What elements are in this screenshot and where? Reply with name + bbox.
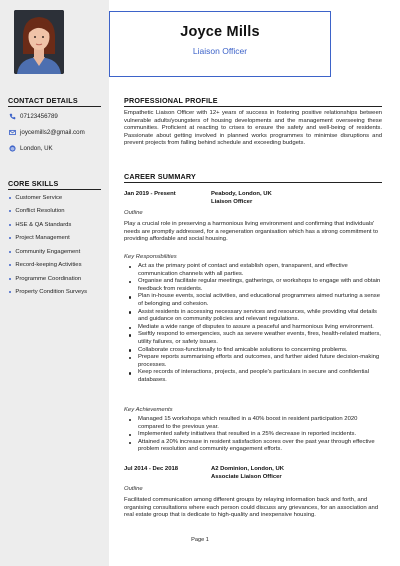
candidate-job-title: Liaison Officer: [192, 46, 248, 56]
profile-heading: PROFESSIONAL PROFILE: [124, 96, 218, 105]
career-heading: CAREER SUMMARY: [124, 172, 197, 181]
skill-item: Customer Service: [9, 195, 62, 201]
list-item: Implemented safety initiatives that resulted in a 25% decrease in reported incidents.: [124, 431, 382, 439]
job-dates: Jan 2019 - Present: [124, 191, 176, 197]
profile-divider: [124, 106, 382, 107]
list-item: Plan in-house events, social activities, and educational programmes aimed nurturing a sense of belonging and cohesion.: [124, 293, 382, 308]
bullet-icon: [9, 291, 11, 293]
job-outline: Play a crucial role in preserving a harmonious living environment and confirming that individuals' needs are promptly addressed, for a regeneration organisation which has a strong commitment to providing affordable and social housing.: [124, 221, 379, 243]
bullet-icon: [9, 264, 11, 266]
contact-email-text[interactable]: joycemills2@gmail.com: [20, 129, 85, 136]
contact-location: [9, 145, 53, 152]
job-employer: A2 Dominion, London, UK: [211, 466, 284, 472]
skill-item: Property Condition Surveys: [9, 289, 87, 295]
skill-item: Conflict Resolution: [9, 208, 65, 214]
bullet-icon: [9, 237, 11, 239]
list-item: Assist residents in accessing necessary services and resources, while providing vital details and guidance on community policies and relevant regulations.: [124, 309, 382, 324]
contact-phone: [9, 113, 58, 120]
job-outline: Facilitated communication among different groups by relaying information back and forth, and organising consultations where each person could discuss any grievances, for an association and real estate group that is dedicate to high-quality and inexpensive housing.: [124, 497, 379, 519]
bullet-icon: [9, 251, 11, 253]
contact-email: [9, 129, 85, 136]
location-icon: [9, 145, 16, 152]
bullet-icon: [9, 278, 11, 280]
bullet-icon: [9, 210, 11, 212]
core-skills-heading: CORE SKILLS: [8, 179, 59, 188]
list-item: Managed 15 workshops which resulted in a 40% boost in resident participation 2020 compared to the previous year.: [124, 416, 382, 431]
job-role: Associate Liaison Officer: [211, 474, 282, 480]
list-item: Swiftly respond to emergencies, such as severe weather events, fires, health-related matters, utility failures, or safety issues.: [124, 331, 382, 346]
contact-divider: [8, 106, 101, 107]
contact-location-text: London, UK: [20, 145, 53, 152]
list-item: Keep records of interactions, projects, and people's particulars in secure and confidential databases.: [124, 369, 382, 384]
page-number: Page 1: [191, 537, 209, 543]
phone-icon: [9, 113, 16, 120]
list-item: Prepare reports summarising efforts and outcomes, and further aided future decision-making processes.: [124, 354, 382, 369]
skill-item: HSE & QA Standards: [9, 222, 71, 228]
bullet-icon: [9, 197, 11, 199]
skill-item: Community Engagement: [9, 249, 80, 255]
achievements-label: Key Achievements: [124, 407, 173, 413]
responsibilities-list: [124, 263, 382, 385]
job-role: Liaison Officer: [211, 199, 253, 205]
list-item: Act as the primary point of contact and establish open, transparent, and effective communication channels with all parties.: [124, 263, 382, 278]
list-item: Collaborate cross-functionally to find amicable solutions to concerning problems.: [124, 347, 382, 355]
skills-divider: [8, 189, 101, 190]
list-item: Organise and facilitate regular meetings, gatherings, or workshops to engage with and obtain feedback from residents.: [124, 278, 382, 293]
sidebar: [0, 0, 109, 566]
email-icon: [9, 129, 16, 136]
responsibilities-label: Key Responsibilities: [124, 254, 177, 260]
contact-phone-text[interactable]: 07123456789: [20, 113, 58, 120]
achievements-list: [124, 416, 382, 454]
career-divider: [124, 182, 382, 183]
list-item: Mediate a wide range of disputes to assure a peaceful and harmonious living environment.: [124, 324, 382, 332]
skill-item: Programme Coordination: [9, 276, 81, 282]
job-dates: Jul 2014 - Dec 2018: [124, 466, 179, 472]
outline-label: Outline: [124, 486, 143, 492]
contact-details-heading: CONTACT DETAILS: [8, 96, 78, 105]
list-item: Attained a 20% increase in resident satisfaction scores over the past year through effective problem resolution and community engagement efforts.: [124, 439, 382, 454]
outline-label: Outline: [124, 210, 143, 216]
job-employer: Peabody, London, UK: [211, 191, 272, 197]
candidate-name: Joyce Mills: [180, 24, 260, 40]
name-header: [109, 11, 331, 77]
profile-text: Empathetic Liaison Officer with 12+ years of success in fostering positive relationships between vulnerable adults/youngsters of housing developments and the management overseeing these communities. Proficient at reacting to crises to ensure the safety and well-being of residents. Passionate about getting involved in planned works programmes to minimise disruptions and prevent projects from falling behind schedule and exceeding budgets.: [124, 110, 382, 147]
skill-item: Record-keeping Activities: [9, 262, 82, 268]
skill-item: Project Management: [9, 235, 70, 241]
bullet-icon: [9, 224, 11, 226]
profile-photo: [14, 10, 64, 74]
